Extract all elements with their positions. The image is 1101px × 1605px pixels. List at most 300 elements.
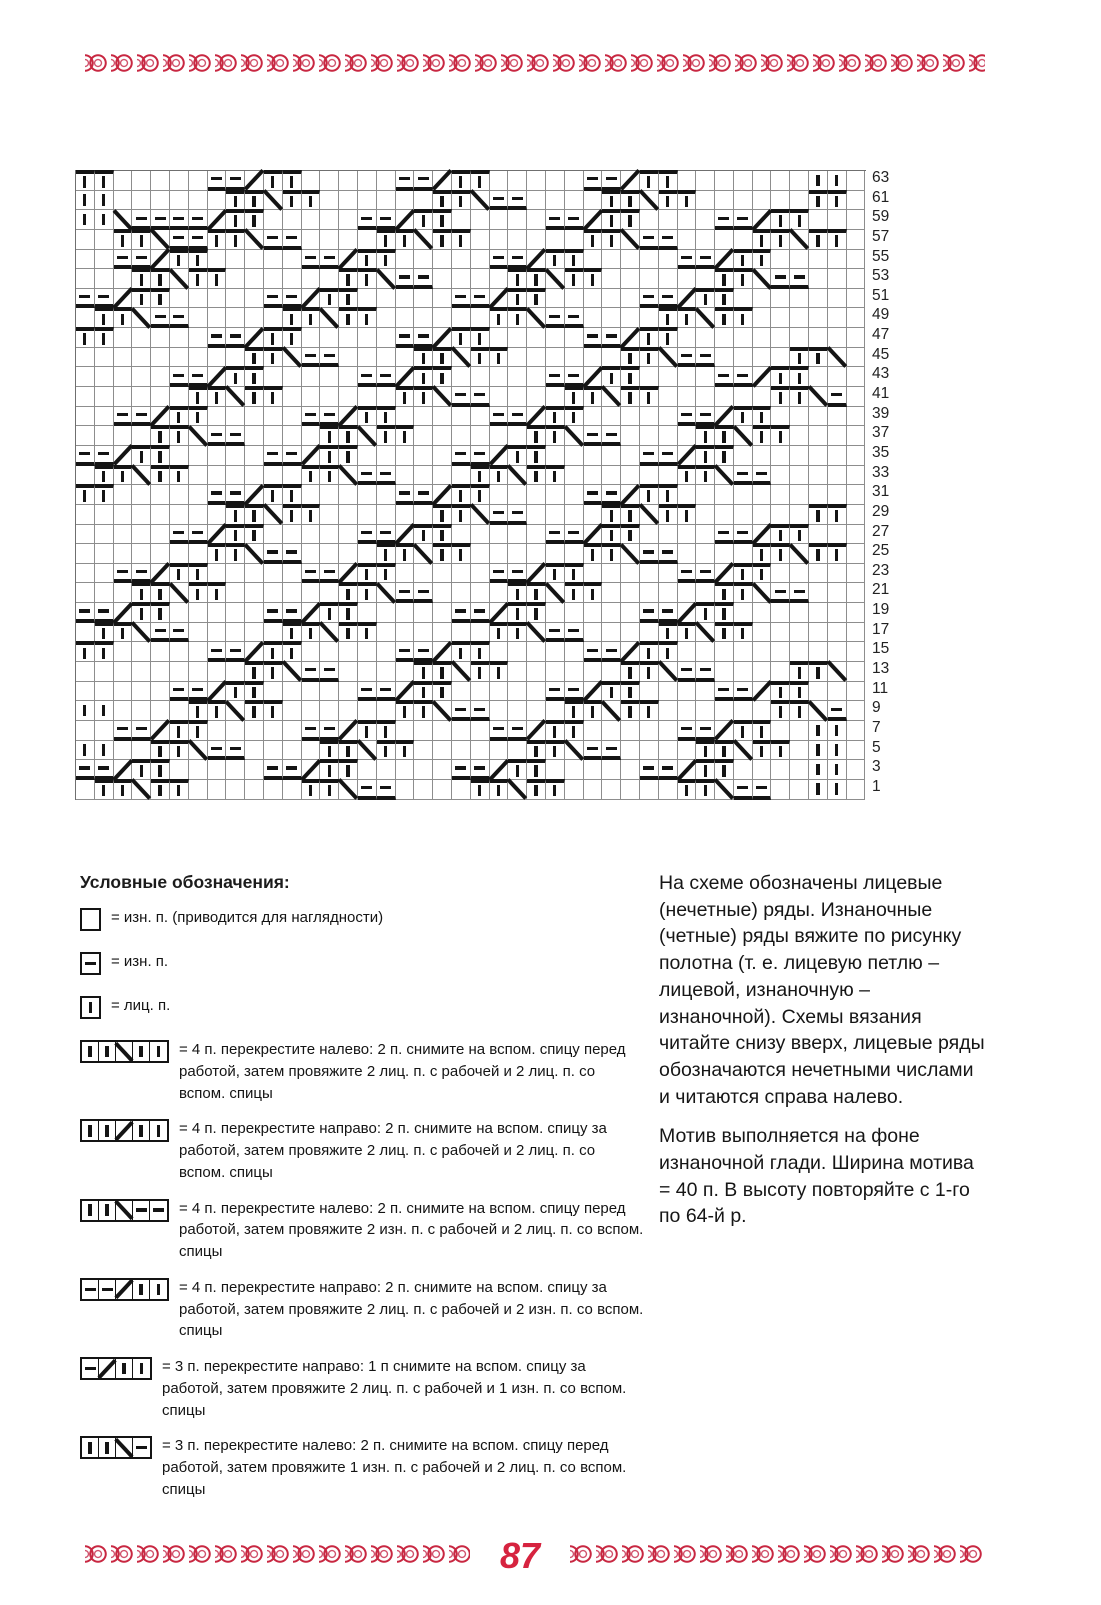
chart-cell: [95, 779, 114, 800]
purl-stitch-icon: [230, 177, 241, 180]
chart-cell: [283, 230, 302, 250]
chart-cell: [584, 171, 603, 191]
chart-cell: [414, 642, 433, 662]
purl-stitch-icon: [418, 590, 429, 593]
chart-cell: [678, 504, 697, 525]
cable-diagonal-icon: [488, 287, 508, 308]
knit-stitch-icon: [121, 235, 124, 247]
purl-stitch-icon: [474, 393, 485, 396]
purl-stitch-icon: [98, 766, 109, 769]
chart-cell: [565, 406, 584, 427]
chart-cell: [377, 740, 396, 761]
chart-cell: [678, 662, 697, 682]
knit-stitch-icon: [459, 549, 462, 561]
knit-stitch-icon: [234, 510, 237, 522]
cable-diagonal-icon: [676, 759, 696, 780]
cable-diagonal-icon: [338, 464, 358, 485]
chart-cell: [433, 289, 452, 309]
purl-stitch-icon: [117, 413, 128, 416]
chart-cell: [133, 1359, 150, 1378]
cable-diagonal-icon: [507, 464, 527, 485]
chart-cell: [678, 289, 697, 309]
purl-stitch-icon: [700, 570, 711, 573]
chart-cell: [546, 760, 565, 780]
chart-cell: [189, 642, 208, 662]
chart-cell: [95, 210, 114, 230]
chart-cell: [696, 642, 715, 662]
knit-stitch-icon: [647, 667, 650, 679]
chart-cell: [76, 780, 95, 800]
chart-cell: [546, 446, 565, 466]
chart-cell: [621, 209, 640, 230]
purl-stitch-icon: [512, 511, 523, 514]
chart-cell: [659, 387, 678, 407]
cable-diagonal-icon: [582, 366, 602, 387]
cable-diagonal-icon: [432, 484, 452, 505]
chart-cell: [283, 307, 302, 328]
cable-diagonal-icon: [375, 268, 395, 289]
chart-cell: [433, 760, 452, 780]
knit-stitch-icon: [365, 589, 368, 601]
cable-diagonal-icon: [620, 641, 640, 662]
chart-cell: [659, 170, 678, 191]
chart-cell: [471, 250, 490, 270]
chart-cell: [245, 250, 264, 270]
knit-stitch-icon: [647, 353, 650, 365]
chart-cell: [546, 328, 565, 348]
chart-cell: [358, 760, 377, 780]
knit-stitch-icon: [384, 431, 387, 443]
chart-cell: [847, 466, 866, 486]
chart-cell: [696, 288, 715, 309]
chart-cell: [640, 641, 659, 662]
chart-cell: [377, 367, 396, 387]
chart-cell: [753, 583, 772, 603]
chart-cell: [790, 407, 809, 427]
chart-cell: [189, 525, 208, 545]
purl-stitch-icon: [737, 374, 748, 377]
knit-stitch-icon: [553, 431, 556, 443]
chart-cell: [414, 603, 433, 623]
chart-cell: [527, 348, 546, 368]
chart-cell: [264, 484, 283, 505]
chart-cell: [114, 564, 133, 584]
chart-cell: [264, 308, 283, 328]
chart-cell: [678, 367, 697, 387]
knit-stitch-icon: [346, 294, 349, 306]
chart-cell: [490, 446, 509, 466]
chart-cell: [82, 1121, 99, 1140]
knit-stitch-icon: [158, 294, 161, 306]
chart-cell: [659, 327, 678, 348]
chart-cell: [226, 741, 245, 761]
chart-cell: [208, 700, 227, 721]
chart-cell: [82, 954, 99, 973]
knit-stitch-icon: [722, 451, 725, 463]
chart-cell: [508, 701, 527, 721]
chart-cell: [790, 583, 809, 603]
chart-cell: [847, 269, 866, 289]
cable-diagonal-icon: [751, 582, 771, 603]
purl-stitch-icon: [117, 727, 128, 730]
cable-diagonal-icon: [620, 484, 640, 505]
chart-cell: [640, 661, 659, 682]
chart-cell: [640, 446, 659, 466]
chart-cell: [452, 701, 471, 721]
cable-diagonal-icon: [582, 209, 602, 230]
knit-stitch-icon: [553, 785, 556, 797]
purl-stitch-icon: [512, 413, 523, 416]
knit-stitch-icon: [534, 589, 537, 601]
chart-cell: [95, 269, 114, 289]
chart-cell: [320, 682, 339, 702]
knit-stitch-icon: [835, 196, 838, 208]
knit-stitch-icon: [722, 431, 725, 443]
legend-item-text: = лиц. п.: [111, 997, 171, 1014]
chart-cell: [76, 210, 95, 230]
purl-stitch-icon: [568, 688, 579, 691]
purl-stitch-icon: [493, 727, 504, 730]
chart-cell: [283, 446, 302, 466]
knit-stitch-icon: [760, 549, 763, 561]
chart-cell: [245, 171, 264, 191]
chart-cell: [490, 171, 509, 191]
knit-stitch-icon: [422, 215, 425, 227]
chart-cell: [283, 544, 302, 564]
chart-cell: [753, 543, 772, 564]
purl-stitch-icon: [192, 688, 203, 691]
chart-cell: [283, 583, 302, 603]
chart-cell: [452, 190, 471, 211]
purl-stitch-icon: [380, 688, 391, 691]
chart-cell: [659, 622, 678, 643]
chart-cell: [189, 466, 208, 486]
chart-cell: [132, 662, 151, 682]
chart-cell: [621, 485, 640, 505]
cable-diagonal-icon: [714, 778, 734, 799]
chart-cell: [377, 269, 396, 289]
chart-cell: [264, 623, 283, 643]
chart-cell: [339, 250, 358, 270]
chart-cell: [734, 603, 753, 623]
chart-cell: [847, 171, 866, 191]
chart-cell: [114, 269, 133, 289]
chart-cell: [245, 700, 264, 721]
chart-cell: [151, 544, 170, 564]
chart-cell: [226, 780, 245, 800]
purl-stitch-icon: [512, 727, 523, 730]
chart-cell: [490, 564, 509, 584]
chart-cell: [771, 662, 790, 682]
chart-cell: [226, 190, 245, 211]
chart-cell: [490, 465, 509, 486]
chart-cell: [471, 347, 490, 368]
knit-stitch-icon: [440, 667, 443, 679]
chart-cell: [715, 288, 734, 309]
purl-stitch-icon: [418, 334, 429, 337]
chart-cell: [508, 544, 527, 564]
knit-stitch-icon: [252, 667, 255, 679]
chart-cell: [659, 307, 678, 328]
knit-stitch-icon: [722, 746, 725, 758]
chart-cell: [396, 780, 415, 800]
chart-cell: [358, 485, 377, 505]
chart-cell: [640, 407, 659, 427]
purl-stitch-icon: [267, 550, 278, 553]
chart-cell: [283, 484, 302, 505]
chart-cell: [151, 230, 170, 250]
chart-cell: [621, 347, 640, 368]
legend-symbol-icon: [80, 1278, 169, 1301]
chart-cell: [339, 445, 358, 466]
chart-cell: [621, 289, 640, 309]
purl-stitch-icon: [606, 747, 617, 750]
chart-cell: [132, 426, 151, 446]
knit-stitch-icon: [440, 510, 443, 522]
knit-stitch-icon: [309, 196, 312, 208]
chart-cell: [320, 701, 339, 721]
chart-cell: [302, 760, 321, 780]
chart-cell: [377, 466, 396, 486]
chart-cell: [565, 700, 584, 721]
chart-cell: [414, 230, 433, 250]
chart-cell: [584, 603, 603, 623]
cable-diagonal-icon: [187, 739, 207, 760]
purl-stitch-icon: [136, 727, 147, 730]
chart-cell: [602, 543, 621, 564]
chart-cell: [471, 230, 490, 250]
chart-cell: [584, 564, 603, 584]
chart-cell: [320, 465, 339, 486]
cable-diagonal-icon: [206, 366, 226, 387]
chart-cell: [414, 524, 433, 545]
chart-cell: [433, 564, 452, 584]
knit-stitch-icon: [760, 726, 763, 738]
chart-cell: [133, 1201, 150, 1220]
purl-stitch-icon: [173, 217, 184, 220]
chart-cell: [414, 191, 433, 211]
chart-cell: [245, 230, 264, 250]
chart-cell: [790, 250, 809, 270]
chart-cell: [565, 720, 584, 741]
chart-cell: [339, 230, 358, 250]
chart-cell: [602, 662, 621, 682]
chart-cell: [377, 623, 396, 643]
chart-cell: [659, 230, 678, 250]
chart-cell: [790, 308, 809, 328]
chart-cell: [245, 564, 264, 584]
knit-stitch-icon: [516, 314, 519, 326]
chart-cell: [95, 446, 114, 466]
chart-cell: [358, 603, 377, 623]
chart-cell: [170, 563, 189, 584]
chart-row-number: 55: [872, 247, 890, 265]
purl-stitch-icon: [192, 374, 203, 377]
purl-stitch-icon: [267, 295, 278, 298]
chart-cell: [114, 348, 133, 368]
chart-cell: [396, 740, 415, 761]
chart-cell: [396, 721, 415, 741]
knit-stitch-icon: [252, 196, 255, 208]
knit-stitch-icon: [252, 215, 255, 227]
chart-cell: [527, 268, 546, 289]
chart-cell: [828, 543, 847, 564]
chart-cell: [678, 387, 697, 407]
purl-stitch-icon: [361, 374, 372, 377]
chart-cell: [565, 544, 584, 564]
chart-cell: [809, 250, 828, 270]
chart-cell: [283, 760, 302, 780]
chart-cell: [95, 721, 114, 741]
chart-cell: [621, 426, 640, 446]
chart-cell: [678, 230, 697, 250]
chart-cell: [170, 740, 189, 761]
knit-stitch-icon: [328, 294, 331, 306]
chart-cell: [527, 779, 546, 800]
chart-cell: [621, 603, 640, 623]
knit-stitch-icon: [102, 628, 105, 640]
chart-row-number: 17: [872, 620, 890, 638]
chart-cell: [283, 367, 302, 387]
knit-stitch-icon: [271, 490, 274, 502]
chart-cell: [809, 426, 828, 446]
chart-cell: [151, 662, 170, 682]
chart-cell: [621, 583, 640, 603]
cable-diagonal-icon: [357, 425, 377, 446]
purl-stitch-icon: [173, 629, 184, 632]
chart-cell: [508, 602, 527, 623]
cable-diagonal-icon: [733, 739, 753, 760]
knit-stitch-icon: [572, 569, 575, 581]
knit-stitch-icon: [196, 589, 199, 601]
knit-stitch-icon: [140, 294, 143, 306]
chart-cell: [339, 367, 358, 387]
chart-cell: [771, 425, 790, 446]
chart-cell: [828, 623, 847, 643]
chart-cell: [208, 386, 227, 407]
chart-cell: [95, 348, 114, 368]
chart-cell: [414, 760, 433, 780]
chart-cell: [490, 741, 509, 761]
chart-cell: [151, 387, 170, 407]
chart-row-number: 25: [872, 542, 890, 560]
knit-stitch-icon: [628, 667, 631, 679]
chart-cell: [302, 307, 321, 328]
chart-cell: [753, 760, 772, 780]
knit-stitch-icon: [309, 628, 312, 640]
chart-cell: [659, 564, 678, 584]
chart-cell: [471, 387, 490, 407]
purl-stitch-icon: [305, 727, 316, 730]
chart-cell: [734, 289, 753, 309]
chart-cell: [602, 446, 621, 466]
chart-cell: [339, 171, 358, 191]
chart-cell: [809, 210, 828, 230]
chart-cell: [358, 582, 377, 603]
chart-cell: [602, 289, 621, 309]
knit-stitch-icon: [422, 353, 425, 365]
knit-stitch-icon: [365, 412, 368, 424]
chart-cell: [490, 230, 509, 250]
chart-cell: [508, 407, 527, 427]
chart-cell: [809, 543, 828, 564]
chart-cell: [678, 760, 697, 780]
cable-diagonal-icon: [206, 523, 226, 544]
chart-cell: [621, 681, 640, 702]
chart-cell: [264, 327, 283, 348]
legend-item: [80, 1039, 645, 1104]
chart-cell: [847, 505, 866, 525]
chart-cell: [433, 583, 452, 603]
knit-stitch-icon: [741, 628, 744, 640]
chart-cell: [208, 525, 227, 545]
purl-stitch-icon: [662, 550, 673, 553]
chart-cell: [208, 543, 227, 564]
cable-diagonal-icon: [488, 759, 508, 780]
chart-cell: [584, 289, 603, 309]
chart-cell: [471, 544, 490, 564]
purl-stitch-icon: [211, 747, 222, 750]
knit-stitch-icon: [102, 785, 105, 797]
chart-cell: [602, 603, 621, 623]
chart-cell: [283, 190, 302, 211]
chart-cell: [621, 269, 640, 289]
purl-stitch-icon: [173, 315, 184, 318]
chart-cell: [150, 1201, 167, 1220]
chart-cell: [414, 544, 433, 564]
chart-cell: [715, 367, 734, 387]
chart-cell: [678, 642, 697, 662]
chart-cell: [414, 269, 433, 289]
chart-cell: [527, 682, 546, 702]
knit-stitch-icon: [704, 471, 707, 483]
cable-diagonal-icon: [808, 386, 828, 407]
chart-cell: [358, 210, 377, 230]
chart-cell: [490, 250, 509, 270]
knit-stitch-icon: [215, 549, 218, 561]
cable-diagonal-icon: [601, 386, 621, 407]
chart-cell: [283, 701, 302, 721]
knit-stitch-icon: [177, 785, 180, 797]
chart-cell: [76, 641, 95, 662]
chart-cell: [114, 741, 133, 761]
chart-cell: [640, 170, 659, 191]
chart-cell: [114, 289, 133, 309]
chart-cell: [95, 564, 114, 584]
chart-cell: [584, 582, 603, 603]
chart-cell: [208, 485, 227, 505]
chart-cell: [170, 485, 189, 505]
knit-stitch-icon: [816, 744, 819, 756]
chart-cell: [245, 328, 264, 348]
chart-cell: [226, 426, 245, 446]
knit-stitch-icon: [365, 726, 368, 738]
chart-cell: [490, 387, 509, 407]
chart-cell: [320, 662, 339, 682]
legend-items: [80, 907, 645, 1501]
chart-cell: [452, 741, 471, 761]
knit-stitch-icon: [422, 373, 425, 385]
knit-stitch-icon: [516, 589, 519, 601]
chart-cell: [433, 524, 452, 545]
chart-cell: [602, 524, 621, 545]
chart-cell: [76, 525, 95, 545]
chart-cell: [170, 603, 189, 623]
chart-cell: [396, 505, 415, 525]
chart-cell: [433, 466, 452, 486]
knit-stitch-icon: [215, 235, 218, 247]
purl-stitch-icon: [79, 766, 90, 769]
